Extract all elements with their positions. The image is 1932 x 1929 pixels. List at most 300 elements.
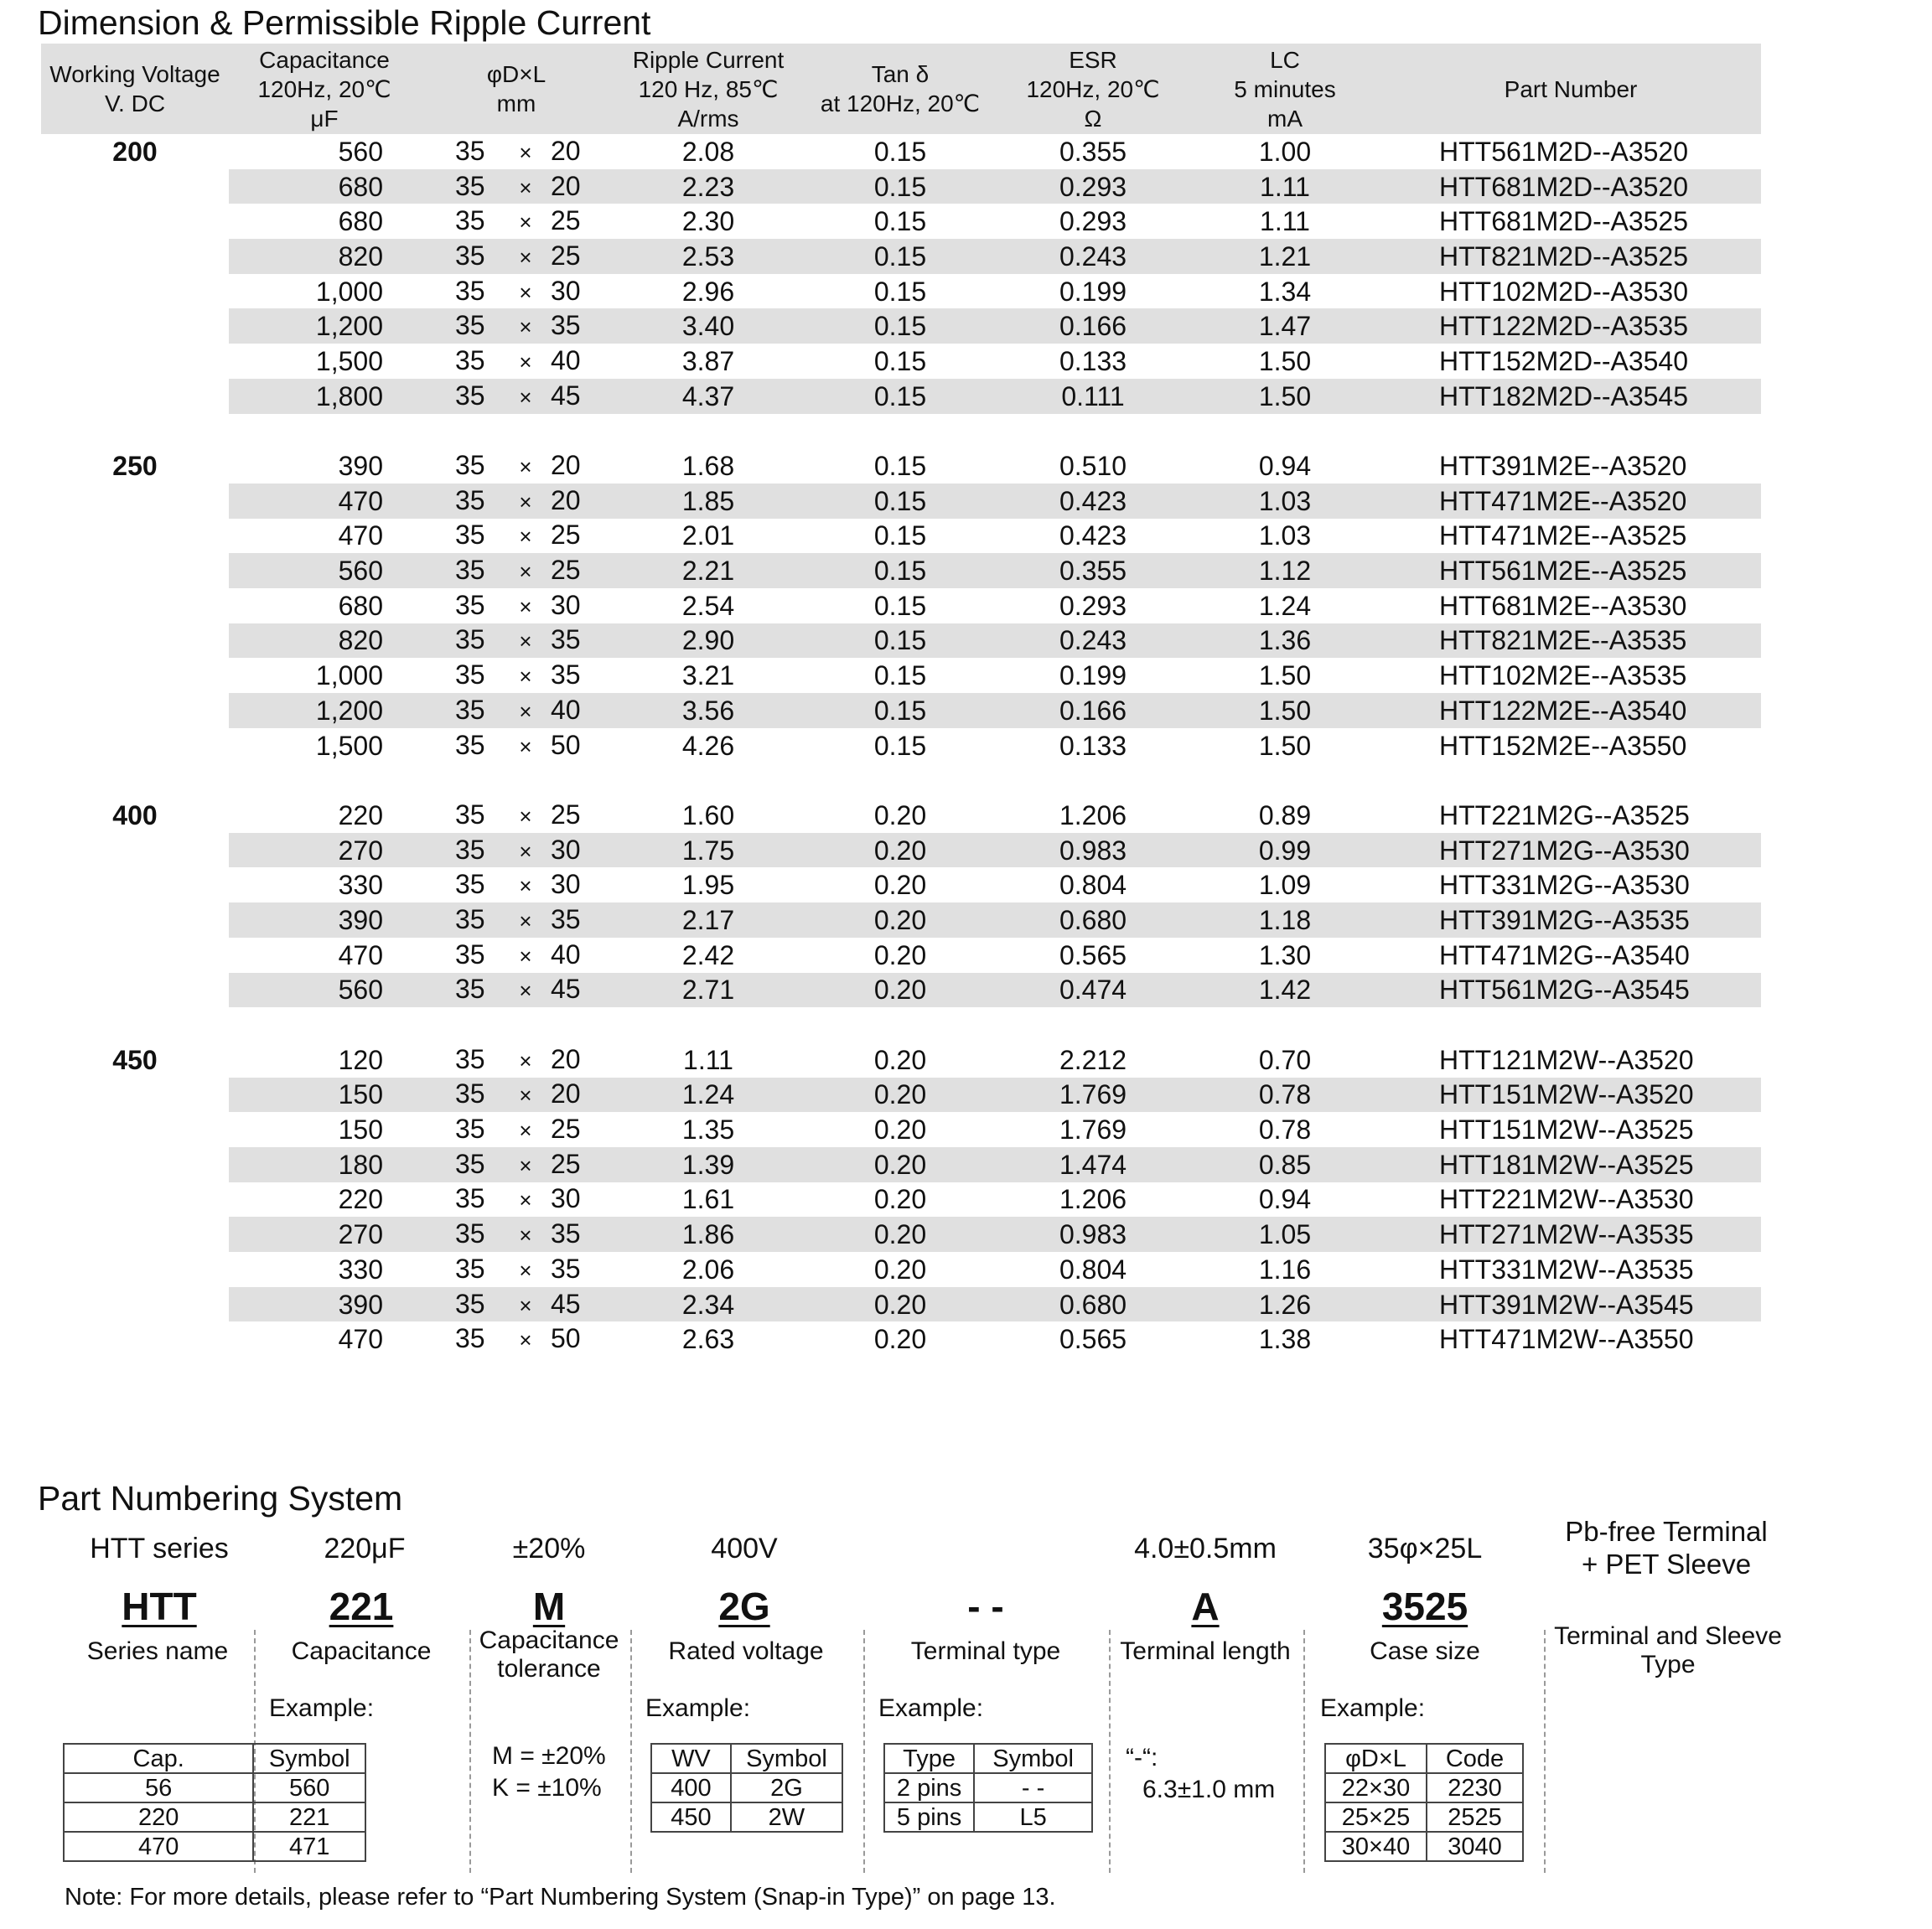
lc-cell: 1.12	[1189, 553, 1380, 588]
example-tolerance: ±20%	[512, 1533, 586, 1564]
esr-cell: 0.243	[997, 239, 1189, 274]
length-value: 40	[551, 344, 581, 375]
dimension-cell	[420, 623, 613, 659]
label-terminal-type: Terminal type	[910, 1637, 1061, 1665]
ripple-cell: 4.26	[681, 730, 735, 761]
voltage-cell	[41, 1252, 229, 1287]
dimension-cell	[420, 239, 613, 274]
cell: 470	[64, 1832, 253, 1861]
length-value: 20	[551, 1043, 581, 1074]
times-sign: ×	[519, 1187, 532, 1213]
dimension-cell	[420, 344, 613, 379]
diameter-value: 35	[455, 344, 485, 375]
capacitance-cell: 560	[229, 553, 420, 588]
header-capacitance: Capacitance 120Hz, 20℃ μF	[229, 44, 420, 134]
tan-delta-cell: 0.20	[873, 1044, 927, 1075]
diameter-value: 35	[455, 275, 485, 306]
dimension-cell	[420, 1217, 613, 1252]
label-case-size: Case size	[1370, 1637, 1480, 1665]
capacitance-cell: 470	[229, 484, 420, 519]
esr-cell: 0.166	[997, 308, 1189, 344]
lc-cell: 1.50	[1258, 660, 1312, 691]
esr-cell: 0.243	[997, 623, 1189, 659]
tan-delta-cell: 0.20	[873, 939, 927, 970]
group-spacer	[41, 1007, 1761, 1042]
voltage-cell: 450	[112, 1044, 158, 1075]
voltage-cell	[41, 1182, 229, 1218]
table-row	[41, 274, 1761, 309]
ripple-cell: 1.39	[613, 1147, 804, 1182]
times-sign: ×	[519, 1118, 532, 1144]
part-number-cell: HTT391M2E--A3520	[1439, 451, 1687, 482]
cell: 220	[64, 1802, 253, 1832]
dimension-cell	[420, 1112, 613, 1147]
esr-cell: 0.166	[997, 693, 1189, 728]
esr-cell: 0.680	[997, 902, 1189, 938]
table-row	[41, 239, 1761, 274]
part-number-cell: HTT471M2W--A3550	[1439, 1324, 1694, 1355]
header-ripple-current: Ripple Current 120 Hz, 85℃ A/rms	[613, 44, 804, 134]
capacitance-cell: 180	[229, 1147, 420, 1182]
times-sign: ×	[519, 1327, 532, 1353]
table-row	[41, 1147, 1761, 1182]
table-row	[41, 484, 1761, 519]
example-terminal-sleeve: Pb-free Terminal + PET Sleeve	[1565, 1516, 1768, 1580]
voltage-cell	[41, 484, 229, 519]
cell: L5	[974, 1802, 1092, 1832]
ripple-cell: 3.56	[613, 693, 804, 728]
part-number-cell: HTT102M2E--A3535	[1439, 660, 1687, 691]
dimension-cell	[420, 519, 613, 554]
length-value: 35	[551, 624, 581, 655]
lc-cell: 1.38	[1258, 1324, 1312, 1355]
capacitance-cell: 390	[229, 902, 420, 938]
table-row	[41, 1182, 1761, 1218]
lc-cell: 0.78	[1189, 1078, 1380, 1113]
header-lc: LC 5 minutes mA	[1189, 44, 1380, 134]
tan-delta-cell: 0.20	[804, 1217, 997, 1252]
table-row	[41, 867, 1761, 902]
ripple-cell: 2.34	[613, 1287, 804, 1322]
lc-cell: 1.50	[1258, 730, 1312, 761]
ripple-cell: 1.68	[681, 451, 735, 482]
lc-cell: 1.36	[1189, 623, 1380, 659]
diameter-value: 35	[455, 310, 485, 341]
code-voltage: 2G	[718, 1585, 770, 1628]
cell: φD×L	[1325, 1744, 1427, 1773]
lc-cell: 0.94	[1258, 1184, 1312, 1215]
dimension-cell	[420, 833, 613, 868]
tan-delta-cell: 0.15	[873, 520, 927, 551]
voltage-cell	[41, 728, 229, 763]
lc-cell: 1.26	[1189, 1287, 1380, 1322]
table-row	[41, 519, 1761, 554]
tan-delta-cell: 0.15	[804, 379, 997, 414]
times-sign: ×	[519, 1257, 532, 1283]
esr-cell: 0.293	[1059, 590, 1127, 621]
table-row	[41, 902, 1761, 938]
part-number-cell: HTT681M2D--A3520	[1380, 169, 1761, 204]
footnote: Note: For more details, please refer to “Part Numbering System (Snap-in Type)” on page 13.	[65, 1884, 1056, 1911]
voltage-cell	[41, 379, 229, 414]
diameter-value: 35	[455, 974, 485, 1005]
capacitance-cell: 1,000	[315, 276, 383, 307]
cell: 2525	[1427, 1802, 1523, 1832]
lc-cell: 1.18	[1189, 902, 1380, 938]
voltage-cell: 200	[112, 136, 158, 167]
table-row	[41, 553, 1761, 588]
terminal-type-example-table	[883, 1743, 1093, 1833]
length-value: 45	[551, 380, 581, 411]
length-value: 30	[551, 834, 581, 865]
cell: 3040	[1427, 1832, 1523, 1861]
cell: 2W	[731, 1802, 842, 1832]
ripple-cell: 2.96	[681, 276, 735, 307]
ripple-cell: 2.30	[681, 206, 735, 237]
ripple-cell: 2.01	[681, 520, 735, 551]
voltage-cell	[41, 169, 229, 204]
tan-delta-cell: 0.20	[873, 799, 927, 830]
voltage-cell	[41, 1078, 229, 1113]
dimension-cell	[420, 308, 613, 344]
ripple-cell: 1.60	[681, 799, 735, 830]
cell: 450	[651, 1802, 731, 1832]
tan-delta-cell: 0.20	[804, 833, 997, 868]
voltage-cell	[41, 204, 229, 239]
table-row	[41, 728, 1761, 763]
dimension-cell	[420, 938, 613, 973]
lc-cell: 1.00	[1258, 136, 1312, 167]
esr-cell: 0.565	[1059, 939, 1127, 970]
dimension-cell	[420, 379, 613, 414]
times-sign: ×	[519, 559, 532, 585]
dimension-cell	[420, 1252, 613, 1287]
code-terminal-length: A	[1191, 1585, 1220, 1628]
length-value: 25	[551, 520, 581, 551]
capacitance-cell: 220	[338, 1184, 383, 1215]
esr-cell: 0.983	[997, 833, 1189, 868]
table-row	[41, 623, 1761, 659]
part-number-cell: HTT681M2E--A3530	[1439, 590, 1687, 621]
dimension-cell	[420, 274, 613, 309]
length-value: 20	[551, 135, 581, 166]
voltage-cell	[41, 1321, 229, 1357]
diameter-value: 35	[455, 1114, 485, 1145]
part-number-cell: HTT122M2D--A3535	[1380, 308, 1761, 344]
capacitance-cell: 220	[338, 799, 383, 830]
lc-cell: 0.94	[1258, 451, 1312, 482]
dimension-cell	[420, 1147, 613, 1182]
part-number-cell: HTT821M2E--A3535	[1380, 623, 1761, 659]
capacitance-cell: 270	[229, 833, 420, 868]
part-number-cell: HTT561M2G--A3545	[1380, 973, 1761, 1008]
example-terminal-length: 4.0±0.5mm	[1134, 1533, 1277, 1564]
table-row	[41, 344, 1761, 379]
table-row	[41, 588, 1761, 623]
times-sign: ×	[519, 733, 532, 759]
cell: - -	[974, 1773, 1092, 1802]
diameter-value: 35	[455, 135, 485, 166]
cell: Symbol	[253, 1744, 365, 1773]
length-value: 25	[551, 1148, 581, 1179]
diameter-value: 35	[455, 694, 485, 725]
tan-delta-cell: 0.15	[804, 553, 997, 588]
voltage-cell	[41, 1112, 229, 1147]
diameter-value: 35	[455, 1043, 485, 1074]
example-capacitance: 220μF	[324, 1533, 406, 1564]
ripple-cell: 1.61	[681, 1184, 735, 1215]
dimension-cell	[420, 1182, 613, 1218]
lc-cell: 1.42	[1189, 973, 1380, 1008]
ripple-cell: 2.53	[613, 239, 804, 274]
capacitance-cell: 270	[229, 1217, 420, 1252]
ripple-cell: 2.90	[613, 623, 804, 659]
esr-cell: 0.804	[1059, 870, 1127, 901]
group-spacer	[41, 763, 1761, 798]
times-sign: ×	[519, 908, 532, 933]
tan-delta-cell: 0.15	[873, 345, 927, 376]
times-sign: ×	[519, 803, 532, 829]
label-capacitance-tolerance: Capacitance tolerance	[479, 1626, 619, 1683]
cell: WV	[651, 1744, 731, 1773]
ripple-cell: 4.37	[613, 379, 804, 414]
part-number-cell: HTT471M2G--A3540	[1439, 939, 1690, 970]
times-sign: ×	[519, 628, 532, 654]
header-esr: ESR 120Hz, 20℃ Ω	[997, 44, 1189, 134]
tan-delta-cell: 0.15	[873, 276, 927, 307]
dimension-cell	[420, 902, 613, 938]
lc-cell: 0.78	[1258, 1114, 1312, 1146]
esr-cell: 1.206	[1059, 799, 1127, 830]
table-row	[41, 1252, 1761, 1287]
cell: 221	[253, 1802, 365, 1832]
tan-delta-cell: 0.15	[804, 239, 997, 274]
code-tolerance: M	[532, 1585, 566, 1628]
length-value: 20	[551, 450, 581, 481]
length-value: 20	[551, 1078, 581, 1109]
voltage-cell	[41, 693, 229, 728]
part-number-cell: HTT331M2W--A3535	[1439, 1254, 1694, 1285]
part-number-cell: HTT121M2W--A3520	[1439, 1044, 1694, 1075]
times-sign: ×	[519, 1152, 532, 1178]
dimension-cell	[420, 204, 613, 239]
table-row	[41, 658, 1761, 693]
lc-cell: 0.99	[1189, 833, 1380, 868]
times-sign: ×	[519, 174, 532, 200]
capacitance-cell: 470	[338, 520, 383, 551]
cell: 2230	[1427, 1773, 1523, 1802]
example-label-capacitance: Example:	[269, 1694, 375, 1722]
ripple-cell: 1.11	[683, 1044, 733, 1075]
part-number-cell: HTT151M2W--A3520	[1380, 1078, 1761, 1113]
table-row	[41, 204, 1761, 239]
voltage-cell: 250	[112, 451, 158, 482]
esr-cell: 2.212	[1059, 1044, 1127, 1075]
ripple-cell: 2.71	[613, 973, 804, 1008]
voltage-example-table	[650, 1743, 843, 1833]
capacitance-cell: 1,800	[229, 379, 420, 414]
label-capacitance: Capacitance	[291, 1637, 432, 1665]
lc-cell: 1.50	[1189, 379, 1380, 414]
voltage-cell	[41, 274, 229, 309]
separator	[630, 1630, 632, 1873]
tan-delta-cell: 0.15	[804, 623, 997, 659]
dimension-cell	[420, 588, 613, 623]
ripple-cell: 3.40	[613, 308, 804, 344]
dimension-cell	[420, 448, 613, 484]
table-row	[41, 308, 1761, 344]
lc-cell: 1.03	[1258, 520, 1312, 551]
table-row	[41, 379, 1761, 414]
table-row	[41, 833, 1761, 868]
length-value: 35	[551, 1218, 581, 1249]
part-number-cell: HTT561M2D--A3520	[1439, 136, 1688, 167]
tan-delta-cell: 0.20	[804, 1287, 997, 1322]
table-header-row	[41, 44, 1761, 134]
length-value: 25	[551, 1114, 581, 1145]
times-sign: ×	[519, 139, 532, 165]
diameter-value: 35	[455, 240, 485, 271]
table-row	[41, 938, 1761, 973]
cell: 25×25	[1325, 1802, 1427, 1832]
times-sign: ×	[519, 838, 532, 864]
length-value: 25	[551, 205, 581, 236]
part-number-cell: HTT181M2W--A3525	[1380, 1147, 1761, 1182]
tan-delta-cell: 0.15	[873, 206, 927, 237]
length-value: 35	[551, 903, 581, 934]
esr-cell: 0.565	[1059, 1324, 1127, 1355]
esr-cell: 0.983	[997, 1217, 1189, 1252]
dimension-cell	[420, 658, 613, 693]
esr-cell: 1.769	[1059, 1114, 1127, 1146]
part-number-cell: HTT182M2D--A3545	[1380, 379, 1761, 414]
voltage-cell	[41, 519, 229, 554]
voltage-cell	[41, 867, 229, 902]
capacitance-cell: 560	[338, 136, 383, 167]
cell: 5 pins	[884, 1802, 974, 1832]
header-tan-delta: Tan δ at 120Hz, 20℃	[804, 44, 997, 134]
tan-delta-cell: 0.20	[873, 1324, 927, 1355]
diameter-value: 35	[455, 484, 485, 515]
dimension-ripple-table	[41, 44, 1761, 1357]
tan-delta-cell: 0.20	[804, 1078, 997, 1113]
esr-cell: 0.199	[1059, 660, 1127, 691]
capacitance-cell: 1,200	[229, 693, 420, 728]
times-sign: ×	[519, 489, 532, 515]
voltage-cell: 400	[112, 799, 158, 830]
example-label-voltage: Example:	[645, 1694, 751, 1722]
table-row	[41, 1321, 1761, 1357]
part-number-cell: HTT152M2E--A3550	[1439, 730, 1687, 761]
dimension-cell	[420, 1042, 613, 1078]
tolerance-codes: M = ±20% K = ±10%	[492, 1742, 606, 1802]
part-number-cell: HTT391M2W--A3545	[1380, 1287, 1761, 1322]
length-value: 25	[551, 799, 581, 830]
voltage-cell	[41, 623, 229, 659]
ripple-cell: 2.08	[681, 136, 735, 167]
length-value: 30	[551, 275, 581, 306]
voltage-cell	[41, 344, 229, 379]
table-row	[41, 169, 1761, 204]
capacitance-cell: 1,500	[315, 345, 383, 376]
lc-cell: 1.50	[1258, 345, 1312, 376]
part-number-cell: HTT561M2E--A3525	[1380, 553, 1761, 588]
table-row	[41, 134, 1761, 169]
tan-delta-cell: 0.20	[804, 973, 997, 1008]
example-label-case-size: Example:	[1320, 1694, 1426, 1722]
tan-delta-cell: 0.15	[804, 693, 997, 728]
part-number-cell: HTT151M2W--A3525	[1439, 1114, 1694, 1146]
diameter-value: 35	[455, 659, 485, 690]
length-value: 40	[551, 694, 581, 725]
tan-delta-cell: 0.15	[804, 308, 997, 344]
part-number-cell: HTT471M2E--A3525	[1439, 520, 1687, 551]
esr-cell: 0.680	[997, 1287, 1189, 1322]
ripple-cell: 3.87	[681, 345, 735, 376]
diameter-value: 35	[455, 520, 485, 551]
lc-cell: 1.30	[1258, 939, 1312, 970]
table-row	[41, 448, 1761, 484]
esr-cell: 0.293	[997, 169, 1189, 204]
diameter-value: 35	[455, 380, 485, 411]
table-row	[41, 1287, 1761, 1322]
part-number-cell: HTT821M2D--A3525	[1380, 239, 1761, 274]
esr-cell: 0.133	[1059, 730, 1127, 761]
lc-cell: 1.03	[1189, 484, 1380, 519]
part-number-cell: HTT391M2G--A3535	[1380, 902, 1761, 938]
length-value: 35	[551, 659, 581, 690]
tan-delta-cell: 0.20	[804, 902, 997, 938]
voltage-cell	[41, 1217, 229, 1252]
cell: Symbol	[731, 1744, 842, 1773]
diameter-value: 35	[455, 205, 485, 236]
diameter-value: 35	[455, 1183, 485, 1214]
tan-delta-cell: 0.15	[873, 730, 927, 761]
times-sign: ×	[519, 314, 532, 340]
diameter-value: 35	[455, 624, 485, 655]
ripple-cell: 2.21	[613, 553, 804, 588]
capacitance-cell: 150	[229, 1078, 420, 1113]
dimension-cell	[420, 1321, 613, 1357]
diameter-value: 35	[455, 589, 485, 620]
dimension-cell	[420, 484, 613, 519]
voltage-cell	[41, 658, 229, 693]
dimension-cell	[420, 134, 613, 169]
lc-cell: 1.47	[1189, 308, 1380, 344]
lc-cell: 0.85	[1189, 1147, 1380, 1182]
dimension-cell	[420, 1287, 613, 1322]
times-sign: ×	[519, 454, 532, 480]
capacitance-cell: 1,000	[315, 660, 383, 691]
esr-cell: 1.769	[997, 1078, 1189, 1113]
voltage-cell	[41, 833, 229, 868]
times-sign: ×	[519, 873, 532, 899]
voltage-cell	[41, 938, 229, 973]
ripple-cell: 1.85	[613, 484, 804, 519]
times-sign: ×	[519, 698, 532, 724]
label-terminal-sleeve-type: Terminal and Sleeve Type	[1554, 1622, 1782, 1678]
voltage-cell	[41, 973, 229, 1008]
lc-cell: 1.11	[1260, 206, 1310, 237]
times-sign: ×	[519, 1223, 532, 1249]
times-sign: ×	[519, 664, 532, 690]
cell: 2G	[731, 1773, 842, 1802]
table-row	[41, 798, 1761, 833]
cell: 2 pins	[884, 1773, 974, 1802]
diameter-value: 35	[455, 1148, 485, 1179]
voltage-cell	[41, 553, 229, 588]
capacitance-cell: 1,200	[229, 308, 420, 344]
